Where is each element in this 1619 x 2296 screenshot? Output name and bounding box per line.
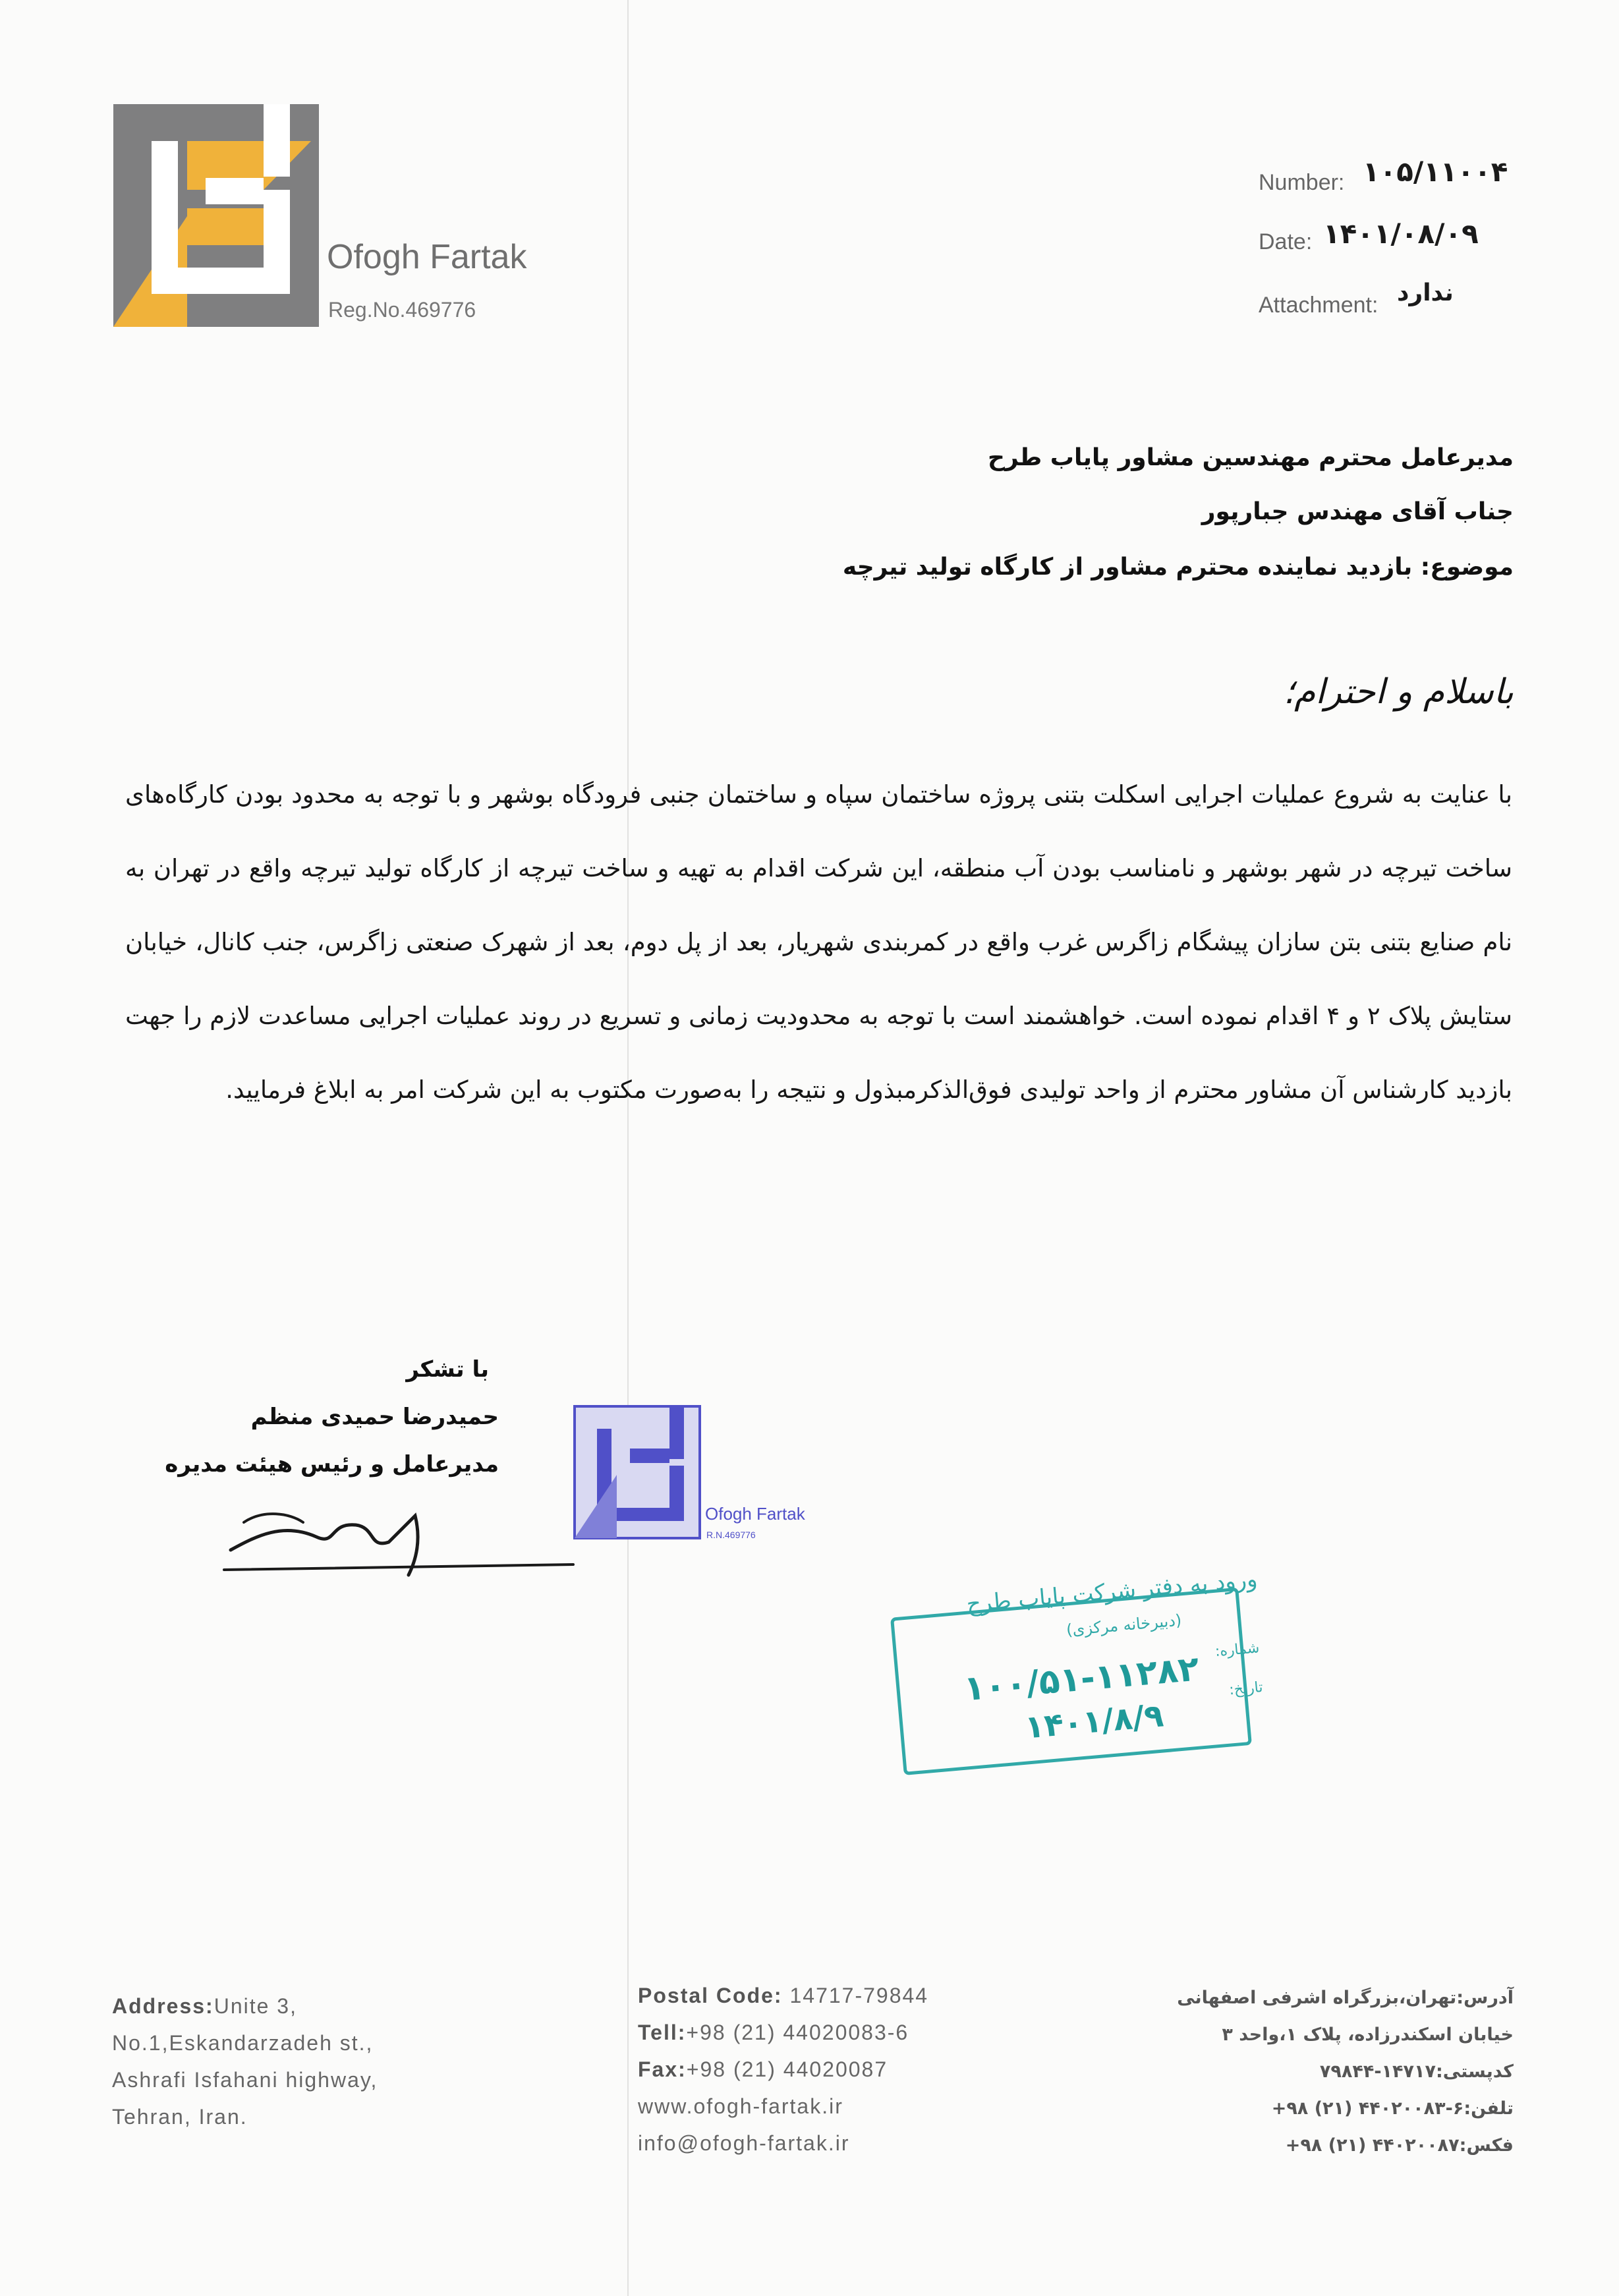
reception-stamp-date-value: ۱۴۰۱/۸/۹: [1023, 1697, 1165, 1746]
reception-stamp-number-value: ۱۰۰/۵۱-۱۱۲۸۲: [962, 1649, 1201, 1709]
number-value: ۱۰۵/۱۱۰۰۴: [1363, 156, 1508, 188]
footer-fa-line5: فکس:۴۴۰۲۰۰۸۷ (۲۱) ۹۸+: [1285, 2135, 1514, 2156]
handwritten-signature: [217, 1496, 586, 1582]
reception-stamp-subtitle: (دبیرخانه مرکزی): [1065, 1611, 1183, 1640]
greeting: باسلام و احترام؛: [1283, 672, 1514, 712]
signature-closing: با تشکر: [406, 1356, 489, 1383]
reception-stamp-number-label: شماره:: [1214, 1640, 1261, 1661]
letter-body: با عنایت به شروع عملیات اجرایی اسکلت بتنی پروژه ساختمان سپاه و ساختمان جنبی فرودگاه بوشهر و با توجه به محدود بودن کارگاه‌های ساخت تیرچه در شهر بوشهر و نامناسب بودن آب منطقه، این شرکت اقدام به تهیه و ساخت تیرچه از کارگاه تولید تیرچه واقع در تهران به نام صنایع بتنی بتن سازان پیشگام زاگرس غرب واقع در کمربندی شهریار، بعد از پل دوم، بعد از شهرک صنعتی زاگرس، جنب کانال، خیابان ستایش پلاک ۲ و ۴ اقدام نموده است. خواهشمند است با توجه به محدودیت زمانی و تسریع در روند عملیات اجرایی مساعدت لازم را جهت بازدید کارشناس آن مشاور محترم از واحد تولیدی فوق‌الذکرمبذول و نتیجه را به‌صورت مکتوب به این شرکت امر به ابلاغ فرمایید.: [125, 780, 1512, 1104]
footer-postal-value: 14717-79844: [782, 1984, 929, 2007]
addressee-line: جناب آقای مهندس جبارپور: [1201, 498, 1514, 525]
reception-stamp-title: ورود به دفتر شرکت پایاب طرح: [965, 1566, 1259, 1618]
company-stamp-name: Ofogh Fartak: [705, 1504, 805, 1524]
footer-website-link[interactable]: www.ofogh-fartak.ir: [638, 2094, 843, 2118]
footer-address-fa: [1177, 1980, 1514, 2164]
footer-address-label: Address:: [112, 1994, 214, 2018]
subject-line: موضوع: بازدید نماینده محترم مشاور از کارگاه تولید تیرچه: [842, 554, 1514, 581]
footer-address-line1: Unite 3,: [213, 1994, 297, 2018]
footer-address-line3: Ashrafi Isfahani highway,: [112, 2068, 378, 2092]
footer-fax-value: +98 (21) 44020087: [686, 2057, 888, 2081]
signatory-title: مدیرعامل و رئیس هیئت مدیره: [165, 1451, 499, 1478]
footer-postal-label: Postal Code:: [638, 1984, 783, 2007]
ofogh-fartak-logo: [113, 104, 319, 327]
footer-fa-line1: آدرس:تهران،بزرگراه اشرفی اصفهانی: [1177, 1988, 1514, 2008]
footer-fa-line2: خیابان اسکندرزاده، پلاک ۱،واحد ۳: [1222, 2024, 1514, 2045]
paper-fold-line: [627, 0, 629, 2296]
reception-stamp: [888, 1566, 1272, 1789]
footer-fax-label: Fax:: [638, 2057, 687, 2081]
attachment-value: ندارد: [1397, 279, 1454, 306]
date-value: ۱۴۰۱/۰۸/۰۹: [1323, 217, 1479, 250]
footer-address-line2: No.1,Eskandarzadeh st.,: [112, 2031, 374, 2055]
brand-name: Ofogh Fartak: [327, 238, 527, 276]
footer-tel-label: Tell:: [638, 2021, 687, 2044]
footer-email-link[interactable]: info@ofogh-fartak.ir: [638, 2131, 850, 2155]
footer-address-en: [112, 1988, 378, 2135]
footer-tel-value: +98 (21) 44020083-6: [686, 2021, 909, 2044]
footer-fa-line3: کدپستی:۱۴۷۱۷-۷۹۸۴۴: [1319, 2061, 1514, 2082]
date-label: Date:: [1259, 229, 1313, 254]
number-label: Number:: [1259, 170, 1345, 195]
attachment-label: Attachment:: [1259, 293, 1378, 318]
brand-registration: Reg.No.469776: [328, 298, 476, 322]
reception-stamp-date-label: تاریخ:: [1228, 1679, 1264, 1699]
footer-contact: [638, 1977, 928, 2162]
company-stamp: [571, 1402, 834, 1547]
recipient-line: مدیرعامل محترم مهندسین مشاور پایاب طرح: [988, 444, 1514, 471]
signatory-name: حمیدرضا حمیدی منظم: [250, 1404, 499, 1430]
footer-address-line4: Tehran, Iran.: [112, 2105, 248, 2129]
footer-fa-line4: تلفن:۶-۴۴۰۲۰۰۸۳ (۲۱) ۹۸+: [1271, 2098, 1514, 2119]
company-stamp-reg: R.N.469776: [706, 1530, 756, 1540]
